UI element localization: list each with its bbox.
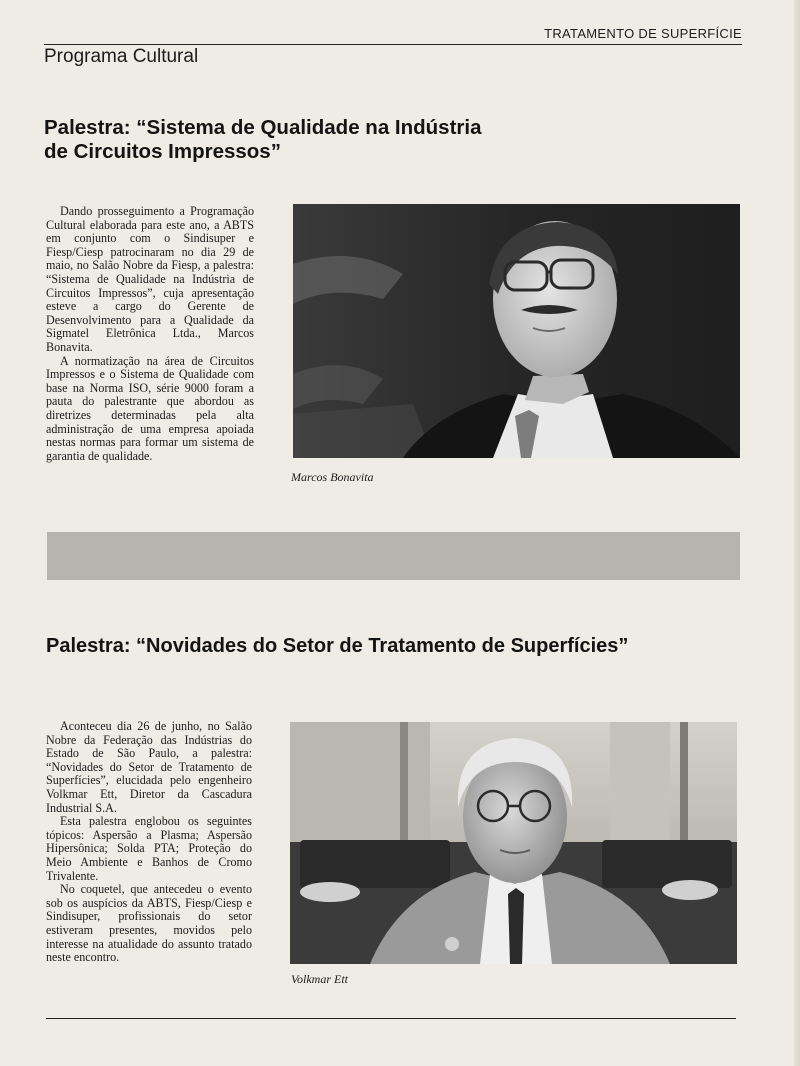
photo-caption-1: Marcos Bonavita [291,470,374,484]
article2-paragraph-2: Esta palestra englobou os seguintes tópicos: Aspersão a Plasma; Aspersão Hipersônica; Solda PTA; Proteção do Meio Ambiente e Banhos de Cromo Trivalente. [46,814,252,883]
portrait-illustration-1 [293,204,740,458]
section-name: Programa Cultural [44,46,199,67]
footer-rule [46,1018,736,1019]
photo-caption-2: Volkmar Ett [291,972,348,986]
article2-title: Palestra: “Novidades do Setor de Tratamento de Superfícies” [46,635,629,657]
page-edge [794,0,800,1066]
marcos-bonavita-photo [293,204,740,458]
portrait-illustration-2 [290,722,737,964]
volkmar-ett-photo [290,722,737,964]
article2-paragraph-1: Aconteceu dia 26 de junho, no Salão Nobre da Federação das Indústrias do Estado de São Paulo, a palestra: “Novidades do Setor de Tratamento de Superfícies”, elucidada pelo engenheiro Volkmar Ett, Diretor da Cascadura Industrial S.A. [46,719,252,815]
header-rule [44,44,742,45]
article1-paragraph-2: A normatização na área de Circuitos Impressos e o Sistema de Qualidade com base na Norma ISO, série 9000 foram a pauta do palestrante que abordou as diretrizes determinadas pela alta administração de uma empresa apoiada nestas normas para formar um sistema de garantia de qualidade. [46,353,254,463]
article2-body [46,720,252,965]
article1-paragraph-1: Dando prosseguimento a Programação Cultural elaborada para este ano, a ABTS em conjunto com o Sindisuper e Fiesp/Ciesp patrocinaram no dia 29 de maio, no Salão Nobre da Fiesp, a palestra: “Sistema de Qualidade na Indústria de Circuitos Impressos”, cuja apresentação esteve a cargo do Gerente de Desenvolvimento para a Qualidade da Sigmatel Eletrônica Ltda., Marcos Bonavita. [46,204,254,354]
article1-title-line2: de Circuitos Impressos” [44,140,281,163]
running-head: TRATAMENTO DE SUPERFÍCIE [544,26,742,41]
article1-body [46,205,254,463]
article1-title-line1: Palestra: “Sistema de Qualidade na Indústria [44,116,482,139]
article1-title [44,116,544,164]
gray-band [47,532,740,580]
article2-paragraph-3: No coquetel, que antecedeu o evento sob os auspícios da ABTS, Fiesp/Ciesp e Sindisuper, profissionais do setor estiveram presentes, movidos pelo interesse na atualidade do assunto tratado neste encontro. [46,882,252,965]
